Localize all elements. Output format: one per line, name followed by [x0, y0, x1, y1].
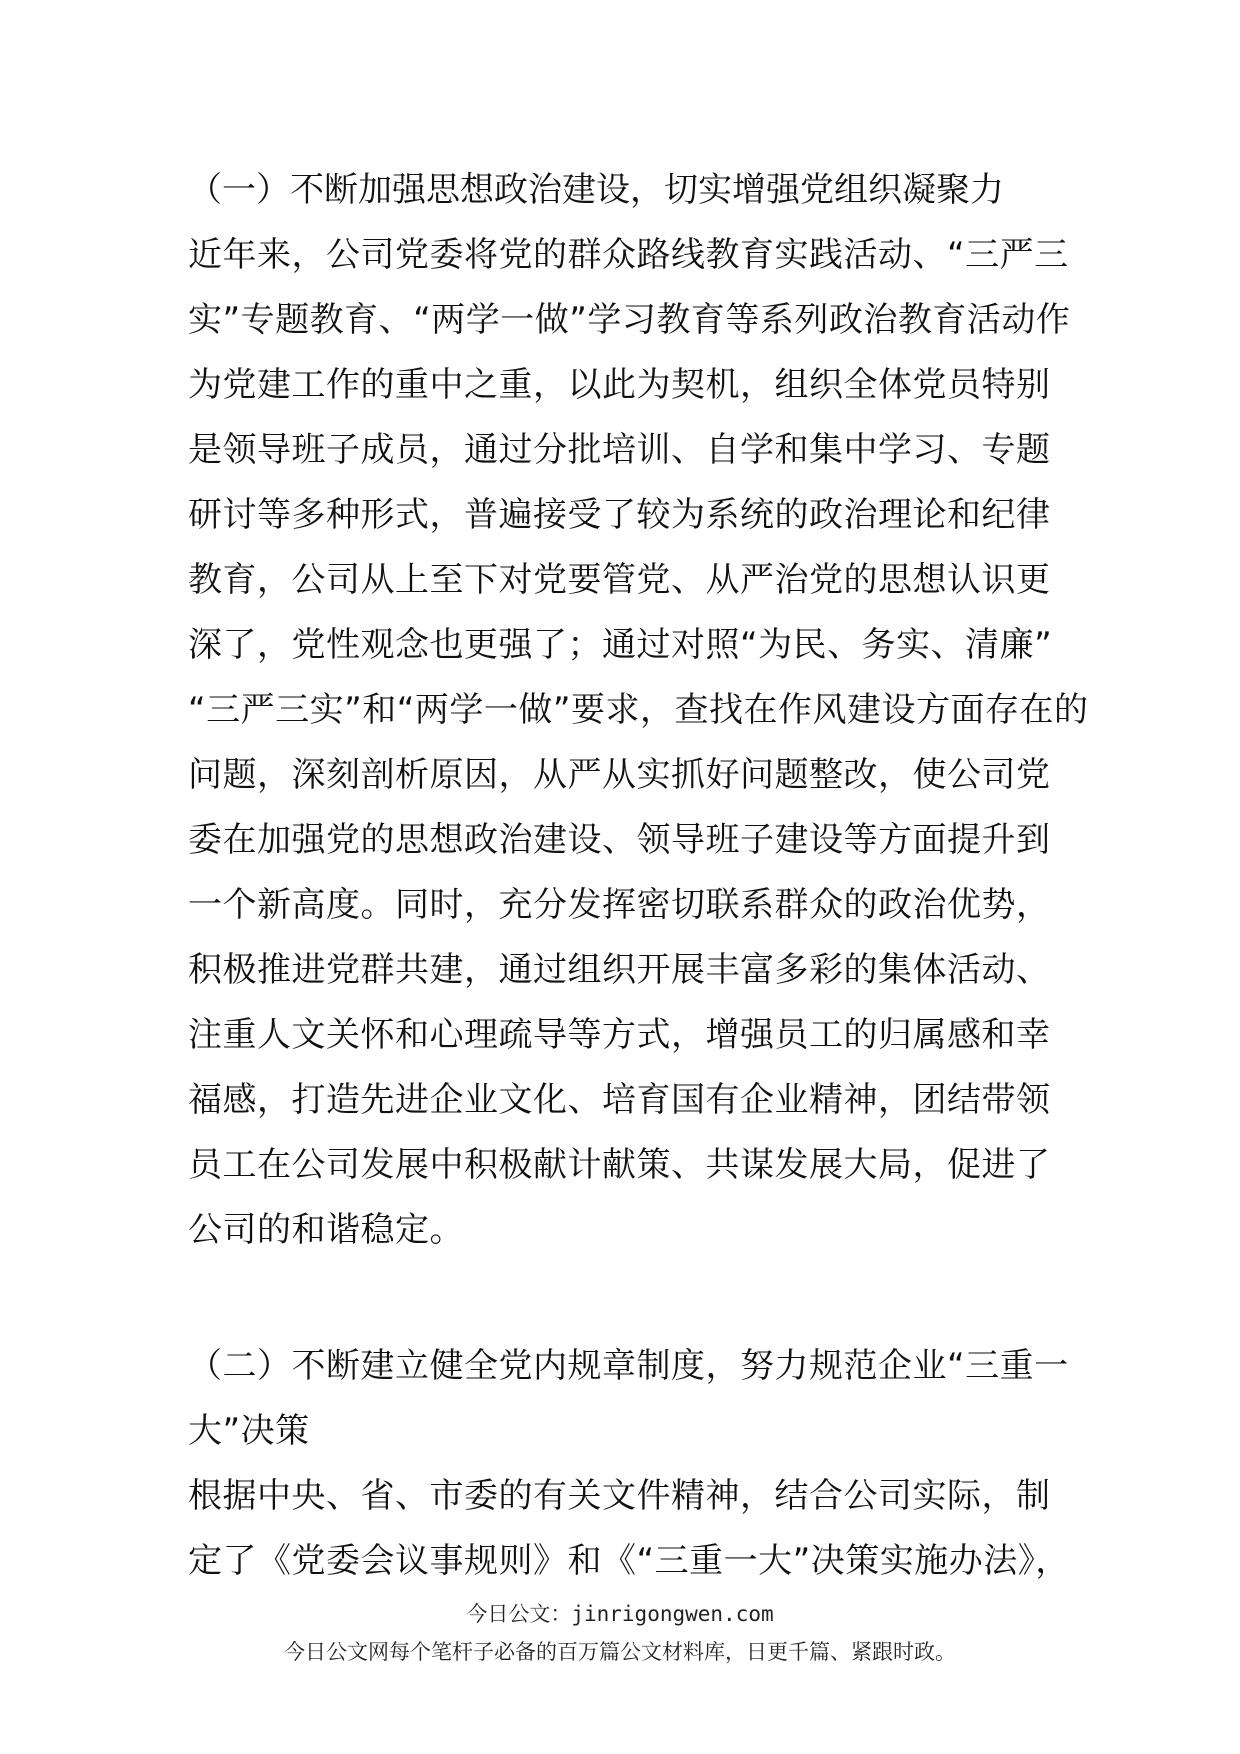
footer-site-label: 今日公文：	[466, 1602, 572, 1626]
paragraph-line: 一个新高度。同时，充分发挥密切联系群众的政治优势，	[188, 885, 1051, 925]
paragraph-line: 问题，深刻剖析原因，从严从实抓好问题整改，使公司党	[188, 755, 1051, 795]
paragraph-line: 是领导班子成员，通过分批培训、自学和集中学习、专题	[188, 430, 1051, 470]
paragraph-line: 实”专题教育、“两学一做”学习教育等系列政治教育活动作	[188, 300, 1071, 340]
heading-line: （二）不断建立健全党内规章制度，努力规范企业“三重一	[188, 1346, 1069, 1386]
document-body	[188, 158, 1089, 1594]
paragraph-line: 委在加强党的思想政治建设、领导班子建设等方面提升到	[188, 820, 1051, 860]
paragraph-line: 为党建工作的重中之重，以此为契机，组织全体党员特别	[188, 365, 1051, 405]
paragraph-line: 根据中央、省、市委的有关文件精神，结合公司实际，制	[188, 1476, 1051, 1516]
section-1-heading: （一）不断加强思想政治建设，切实增强党组织凝聚力	[188, 170, 1004, 210]
paragraph-line: 近年来，公司党委将党的群众路线教育实践活动、“三严三	[188, 235, 1069, 275]
paragraph-line: 深了，党性观念也更强了；通过对照“为民、务实、清廉”	[188, 625, 1053, 665]
section-2-heading	[188, 1334, 1069, 1464]
footer-site-link[interactable]: jinrigongwen.com	[571, 1602, 774, 1626]
paragraph-line: 定了《党委会议事规则》和《“三重一大”决策实施办法》，	[188, 1541, 1070, 1581]
footer-site-line	[0, 1598, 1240, 1628]
footer-tagline: 今日公文网每个笔杆子必备的百万篇公文材料库，日更千篇、紧跟时政。	[284, 1640, 956, 1664]
paragraph-line: “三严三实”和“两学一做”要求，查找在作风建设方面存在的	[188, 690, 1089, 730]
paragraph-line: 积极推进党群共建，通过组织开展丰富多彩的集体活动、	[188, 950, 1051, 990]
section-2-paragraph	[188, 1464, 1070, 1594]
paragraph-line: 教育，公司从上至下对党要管党、从严治党的思想认识更	[188, 560, 1051, 600]
paragraph-line: 公司的和谐稳定。	[188, 1210, 464, 1250]
section-spacer	[188, 1263, 1058, 1334]
paragraph-line: 员工在公司发展中积极献计献策、共谋发展大局，促进了	[188, 1145, 1051, 1185]
heading-line: 大”决策	[188, 1411, 310, 1451]
section-1-paragraph	[188, 223, 1089, 1263]
paragraph-line: 福感，打造先进企业文化、培育国有企业精神，团结带领	[188, 1080, 1051, 1120]
paragraph-line: 研讨等多种形式，普遍接受了较为系统的政治理论和纪律	[188, 495, 1051, 535]
paragraph-line: 注重人文关怀和心理疏导等方式，增强员工的归属感和幸	[188, 1015, 1051, 1055]
